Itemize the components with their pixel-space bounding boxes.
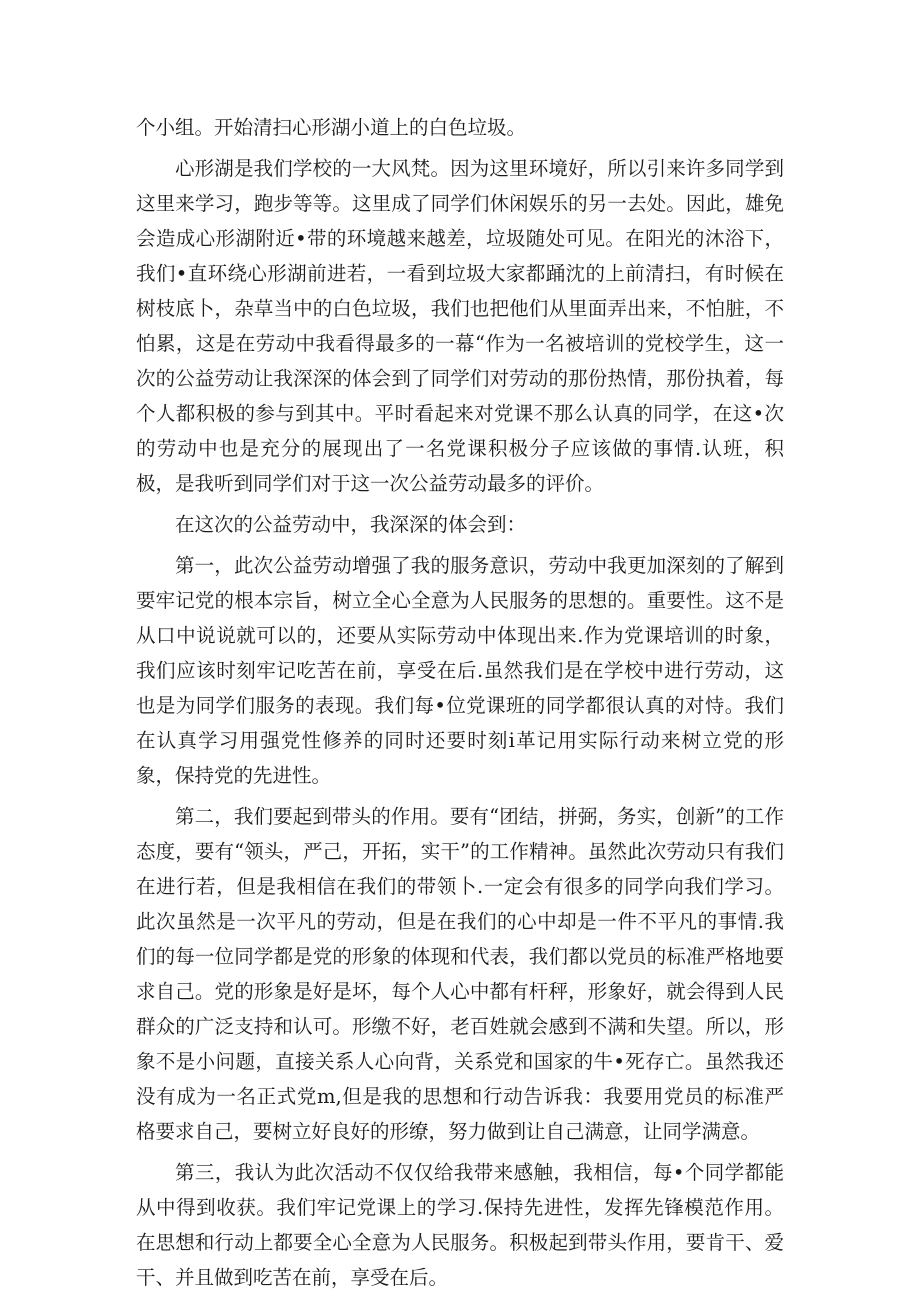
paragraph-heart-lake: 心形湖是我们学校的一大风梵。因为这里环境好，所以引来许多同学到这里来学习，跑步等等。这里成了同学们休闲娱乐的另一去处。因此，雄免会造成心形湖附近•带的环境越来越差，垃圾随处可见。在阳光的沐浴下，我们•直环绕心形湖前进若，一看到垃圾大家都踊沈的上前清扫，有时候在树枝底卜，杂草当中的白色垃圾，我们也把他们从里面弄出来，不怕脏，不怕累，这是在劳动中我看得最多的一幕“作为一名被培训的党校学生，这一次的公益劳动让我深深的体会到了同学们对劳动的那份热情，那份执着，每个人都积极的参与到其中。平时看起来对党课不那么认真的同学，在这•次的劳动中也是充分的展现出了一名党课积极分子应该做的事情.认班，积极，是我听到同学们对于这一次公益劳动最多的评价。 <box>136 157 784 495</box>
paragraph-intro-reflection: 在这次的公益劳动中，我深深的体会到： <box>175 513 527 536</box>
paragraph-point-two: 第二，我们要起到带头的作用。要有“团结，拼弼，务实，创新”的工作态度，要有“领头，严己，开拓，实干”的工作精神。虽然此次劳动只有我们在进行若，但是我相信在我们的带领卜.一定会有很多的同学向我们学习。此次虽然是一次平凡的劳动，但是在我们的心中却是一件不平凡的事情.我们的每一位同学都是党的形象的体现和代表，我们都以党员的标准严格地要求自己。党的形象是好是坏，每个人心中都有杆秤，形象好，就会得到人民群众的广泛支持和认可。形缴不好，老百姓就会感到不满和失望。所以，形象不是小问题，直接关系人心向背，关系党和国家的牛•死存亡。虽然我还没有成为一名正式党m,但是我的思想和行动告诉我：我要用党员的标准严格要求自己，要树立好良好的形缭，努力做到让自己满意，让同学满意。 <box>136 805 784 1143</box>
paragraph-point-one: 第一，此次公益劳动增强了我的服务意识，劳动中我更加深刻的了解到要牢记党的根本宗旨，树立全心全意为人民服务的思想的。重要性。这不是从口中说说就可以的，还要从实际劳动中体现出来.作为党课培训的时象，我们应该时刻牢记吃苦在前，享受在后.虽然我们是在学校中进行劳动，这也是为同学们服务的表现。我们每•位党课班的同学都很认真的对恃。我们在认真学习用强党性修养的同时还要时刻i革记用实际行动来树立党的形象，保持党的先进性。 <box>136 554 784 787</box>
paragraph-continuation: 个小组。开始清扫心形湖小道上的白色垃圾。 <box>136 116 527 139</box>
paragraph-point-three: 第三，我认为此次活动不仅仅给我带来感触，我相信，每•个同学都能从中得到收获。我们牢记党课上的学习.保持先进性，发挥先锋模范作用。在思想和行动上都要全心全意为人民服务。积极起到带头作用，要肯干、爱干、并且做到吃苦在前，享受在后。 <box>136 1161 784 1289</box>
document-body <box>136 110 784 1301</box>
